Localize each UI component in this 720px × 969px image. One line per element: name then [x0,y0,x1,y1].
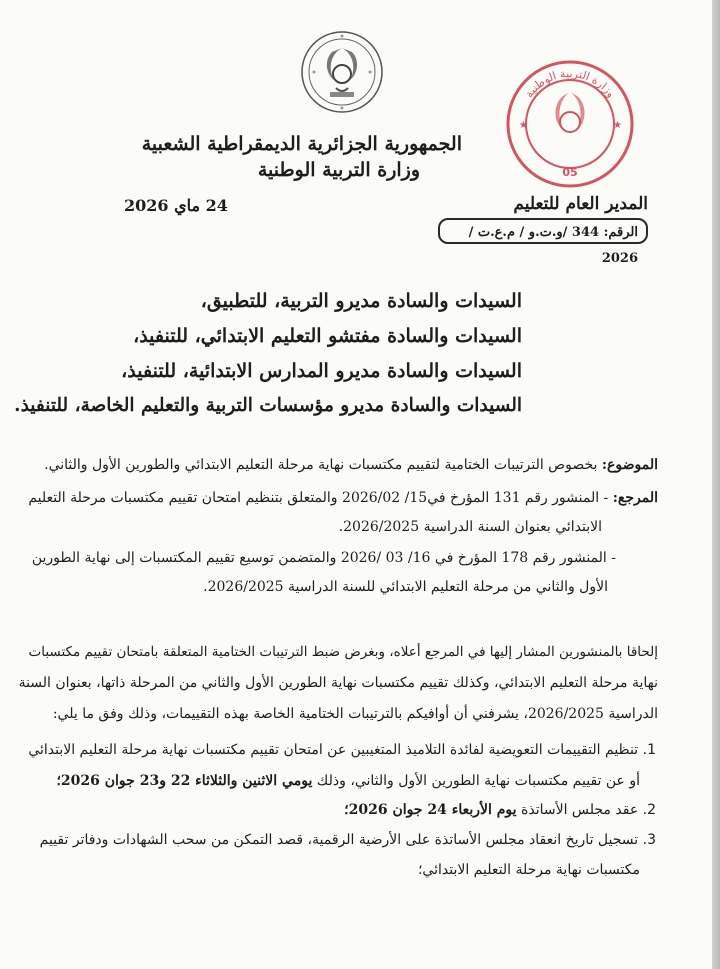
item-2-line [344,802,656,818]
item-3-text-1: تسجيل تاريخ انعقاد مجلس الأساتذة على الأرضية الرقمية، قصد التمكن من سحب الشهادات ودفاتر تقييم [39,832,639,848]
item-1-line-2 [56,773,640,789]
body-line-3: الدراسية 2026/2025، يشرفني أن أوافيكم بالترتيبات الختامية الخاصة بهذه التقييمات، وذلك وفق ما يلي: [52,706,658,722]
page-edge-shadow [712,0,720,969]
item-2-date: يوم الأربعاء 24 جوان 2026؛ [344,802,517,818]
item-3-number: 3. [642,832,656,848]
subject-text: بخصوص الترتيبات الختامية لتقييم مكتسبات نهاية مرحلة التعليم الابتدائي والطورين الأول والثاني. [44,457,598,473]
national-emblem-icon [300,30,384,114]
ministry-seal-stamp [503,58,637,190]
reference-label: المرجع: [612,490,658,506]
item-1-text-2: أو عن تقييم مكتسبات نهاية الطورين الأول والثاني، وذلك [312,773,640,789]
item-2-text: عقد مجلس الأساتذة [516,802,639,818]
item-1-number: 1. [642,742,656,758]
reference-item-1-line-2: الابتدائي بعنوان السنة الدراسية 2026/2025. [338,519,602,535]
reference-number-box: الرقم: 344 /و.ت.و / م.ع.ت / 2026 [438,218,648,244]
addressee-line-3: السيدات والسادة مديرو المدارس الابتدائية، للتنفيذ، [121,360,522,382]
subject-label: الموضوع: [601,457,658,473]
item-3-line-1 [40,832,656,848]
body-line-2: نهاية مرحلة التعليم الابتدائي، وكذلك تقييم مكتسبات نهاية الطورين الأول والثاني من المرحلة ذاتها، بعنوان السنة [18,675,658,691]
svg-text:وزارة التربية الوطنية: وزارة التربية الوطنية [522,66,618,101]
addressee-line-4: السيدات والسادة مديرو مؤسسات التربية والتعليم الخاصة، للتنفيذ. [14,395,522,416]
ministry-title: وزارة التربية الوطنية [257,159,420,181]
body-line-1: إلحاقا بالمنشورين المشار إليها في المرجع أعلاه، وبغرض ضبط الترتيبات الختامية المتعلقة بامتحان تقييم مكتسبات [28,644,658,660]
item-1-text-1: تنظيم التقييمات التعويضية لفائدة التلاميذ المتغيبين عن امتحان تقييم مكتسبات نهاية مرحلة التعليم الابتدائي [28,742,639,758]
item-1-line-1 [28,742,656,758]
item-3-line-2: مكتسبات نهاية مرحلة التعليم الابتدائي؛ [417,862,640,878]
item-1-dates: يومي الاثنين والثلاثاء 22 و23 جوان 2026؛ [56,773,313,789]
subject-line [44,457,658,473]
republic-title: الجمهورية الجزائرية الديمقراطية الشعبية [141,133,462,155]
reference-item-2-line-2: الأول والثاني من مرحلة التعليم الابتدائي للسنة الدراسية 2026/2025. [203,579,608,595]
svg-text:05: 05 [562,166,578,179]
reference-item-2-line-1: - المنشور رقم 178 المؤرخ في 16/ 03 /2026 والمتضمن توسيع تقييم المكتسبات إلى نهاية الطورين [31,550,616,566]
item-2-number: 2. [642,802,656,818]
reference-item-1-line-1: - المنشور رقم 131 المؤرخ في15/ 2026/02 والمتعلق بتنظيم امتحان تقييم مكتسبات مرحلة التعليم [28,490,609,506]
document-date: 24 ماي 2026 [124,196,228,215]
addressee-line-1: السيدات والسادة مديرو التربية، للتطبيق، [200,290,522,312]
svg-text:★: ★ [519,120,528,131]
reference-line-1 [28,490,658,506]
sender-title: المدير العام للتعليم [513,194,648,214]
svg-text:★: ★ [613,120,622,131]
addressee-line-2: السيدات والسادة مفتشو التعليم الابتدائي، للتنفيذ، [133,325,522,347]
